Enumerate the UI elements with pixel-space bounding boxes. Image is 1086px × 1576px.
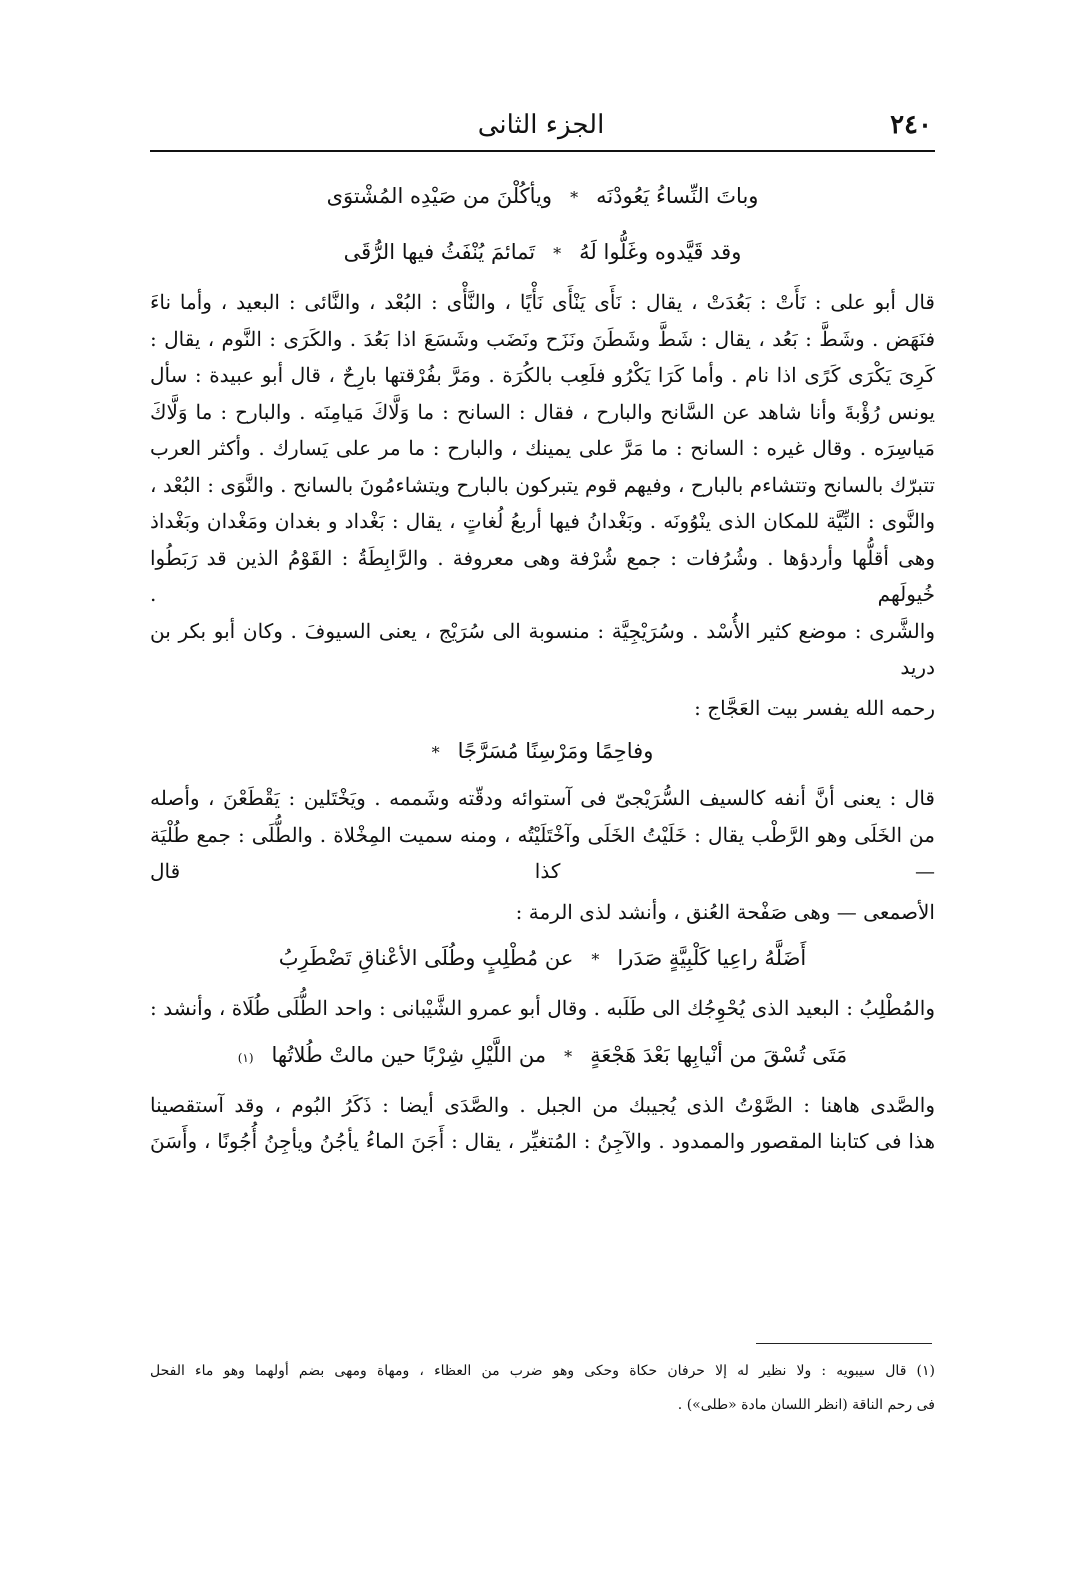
text-line: هذا فى كتابنا المقصور والممدود . والآجِنُ : المُتغيِّر ، يقال : أَجَنَ الماءُ يأجُنُ ويأجِنُ أُجُونًا ، وأَسَنَ — [150, 1129, 935, 1153]
commentary-paragraph — [150, 894, 935, 931]
verse-line — [150, 224, 935, 280]
verse-line — [150, 726, 935, 776]
verse-text: وفاحِمًا ومَرْسِنًا مُسَرَّجًا — [457, 739, 654, 763]
verse-separator: * — [553, 244, 562, 263]
commentary-paragraph — [150, 780, 935, 890]
commentary-paragraph — [150, 284, 935, 686]
footnote-line: (١) قال سيبويه : ولا نظير له إلا حرفان حكاة وحكى وهو ضرب من العظاء ، ومهاة ومهى بضم أولهما وهو ماء الفحل — [150, 1363, 935, 1379]
verse-separator: * — [431, 743, 440, 762]
footnote-rule — [756, 1343, 932, 1344]
verse-hemistich-second: عن مُطْلِبٍ وطُلَى الأعْناقِ تَضْطَرِبُ — [278, 946, 574, 970]
verse-separator: * — [570, 188, 579, 207]
text-line: قال : يعنى أنَّ أنفه كالسيف السُّرَيْجىّ فى آستوائه ودقّته وشَممه . ويَخْتَلين : يَقْطَعْنَ ، وأصله — [150, 786, 935, 810]
text-line: والشَّرى : موضع كثير الأُسْد . وسُرَيْجِيَّة : منسوبة الى سُرَيْج ، يعنى السيوفَ . وكان أبو بكر بن دريد — [150, 618, 935, 679]
text-line: فنَهَض . وشَطَّ : بَعُد ، يقال : شَطَّ وشَطَنَ ونَزَح ونَضَب وشَسَعَ اذا بَعُدَ . والكَرَى : النَّوم ، يقال : — [150, 326, 935, 351]
verse-hemistich-first: مَتَى تُسْقَ من أنْيابِها بَعْدَ هَجْعَةٍ — [590, 1042, 848, 1067]
footnote-line: فى رحم الناقة (انظر اللسان مادة «طلى») . — [677, 1397, 935, 1413]
text-line: من الخَلَى وهو الرَّطْب يقال : خَلَيْتُ الخَلَى وآخْتَلَيْتُه ، ومنه سميت المِخْلاة . والطُّلَى : جمع طُلْيَة — كذا قال — [150, 822, 935, 883]
text-line: مَياسِرَه . وقال غيره : السانح : ما مَرَّ على يمينك ، والبارح : ما مر على يَسارك . وأكثر العرب — [150, 436, 935, 460]
verse-hemistich-second: من اللَّيْلِ شِرْبًا حين مالتْ طُلاتُها — [271, 1042, 547, 1067]
verse-hemistich-first: أَضَلَّهُ راعِيا كَلْبِيَّةٍ صَدَرا — [617, 946, 807, 970]
text-line: وهى أقلُّها وأردؤها . وشُرُفات : جمع شُرْفة وهى معروفة . والرَّابِطَةُ : القَوْمُ الذين قد رَبَطُوا خُيولَهم . — [150, 545, 935, 606]
verse-separator: * — [564, 1046, 573, 1066]
text-line: الأصمعى — وهى صَفْحة العُنق ، وأنشد لذى الرمة : — [515, 899, 935, 924]
footnote-reference: (١) — [237, 1050, 254, 1065]
verse-hemistich-first: وقد قَيَّدوه وغَلُّوا لَهُ — [579, 240, 742, 264]
text-line: قال أبو على : نَأَتْ : بَعُدَتْ ، يقال : نَأَى يَنْأَى نَأْيًا ، والنَّأْى : البُعْد ، والنَّائى : البعيد ، وأما ناءَ — [150, 290, 935, 314]
text-line: تتبرّك بالسانح وتتشاءم بالبارح ، وفيهم قوم يتبركون بالبارح ويتشاءمُونَ بالسانح . والنَّوَى : البُعْد ، — [150, 472, 935, 497]
page-body — [150, 168, 935, 1160]
verse-line — [150, 168, 935, 224]
verse-separator: * — [591, 950, 600, 969]
text-line: والصَّدى هاهنا : الصَّوْتُ الذى يُجيبك من الجبل . والصَّدَى أيضا : ذَكَرُ البُوم ، وقد آستقصينا — [150, 1092, 935, 1117]
page-number: ٢٤٠ — [890, 110, 932, 140]
verse-hemistich-second: تَمائمَ يُنْفَثُ فيها الرُّقَى — [343, 240, 536, 264]
text-line: يونس رُؤْبةَ وأنا شاهد عن السَّانح والبارح ، فقال : السانح : ما وَلَّاكَ مَيامِنَه . والبارح : ما وَلَّاكَ — [150, 399, 935, 424]
footnote — [150, 1354, 935, 1422]
text-line: والمُطْلِبُ : البعيد الذى يُحْوِجُك الى طَلَبه . وقال أبو عمرو الشَّيْبانى : واحد الطُّلَى طُلَاة ، وأنشد : — [150, 996, 935, 1020]
verse-hemistich-first: وباتَ النِّساءُ يَعُودْنَه — [596, 184, 759, 208]
text-line: رحمه الله يفسر بيت العَجَّاج : — [694, 695, 935, 720]
verse-line — [150, 1027, 935, 1083]
header-rule — [150, 150, 935, 152]
verse-line — [150, 930, 935, 986]
commentary-paragraph — [150, 690, 935, 727]
running-title: الجزء الثانى — [477, 110, 605, 140]
commentary-paragraph — [150, 990, 935, 1027]
text-line: والنَّوى : النِّيَّة للمكان الذى ينْوُونَه . وبَغْدانُ فيها أربعُ لُغاتٍ ، يقال : بَغْداد و بغدان ومَغْدان وبَغْداذ — [150, 509, 935, 533]
text-line: كَرِىَ يَكْرَى كَرًى اذا نام . وأما كَرَا يَكْرُو فلَعِب بالكُرَة . ومَرَّ بفُرْقتها بارِحٌ ، قال أبو عبيدة : سأل — [150, 363, 935, 387]
commentary-paragraph — [150, 1087, 935, 1160]
verse-hemistich-second: ويأكُلْنَ من صَيْدِه المُشْتوَى — [326, 184, 553, 208]
page-header — [150, 108, 932, 150]
